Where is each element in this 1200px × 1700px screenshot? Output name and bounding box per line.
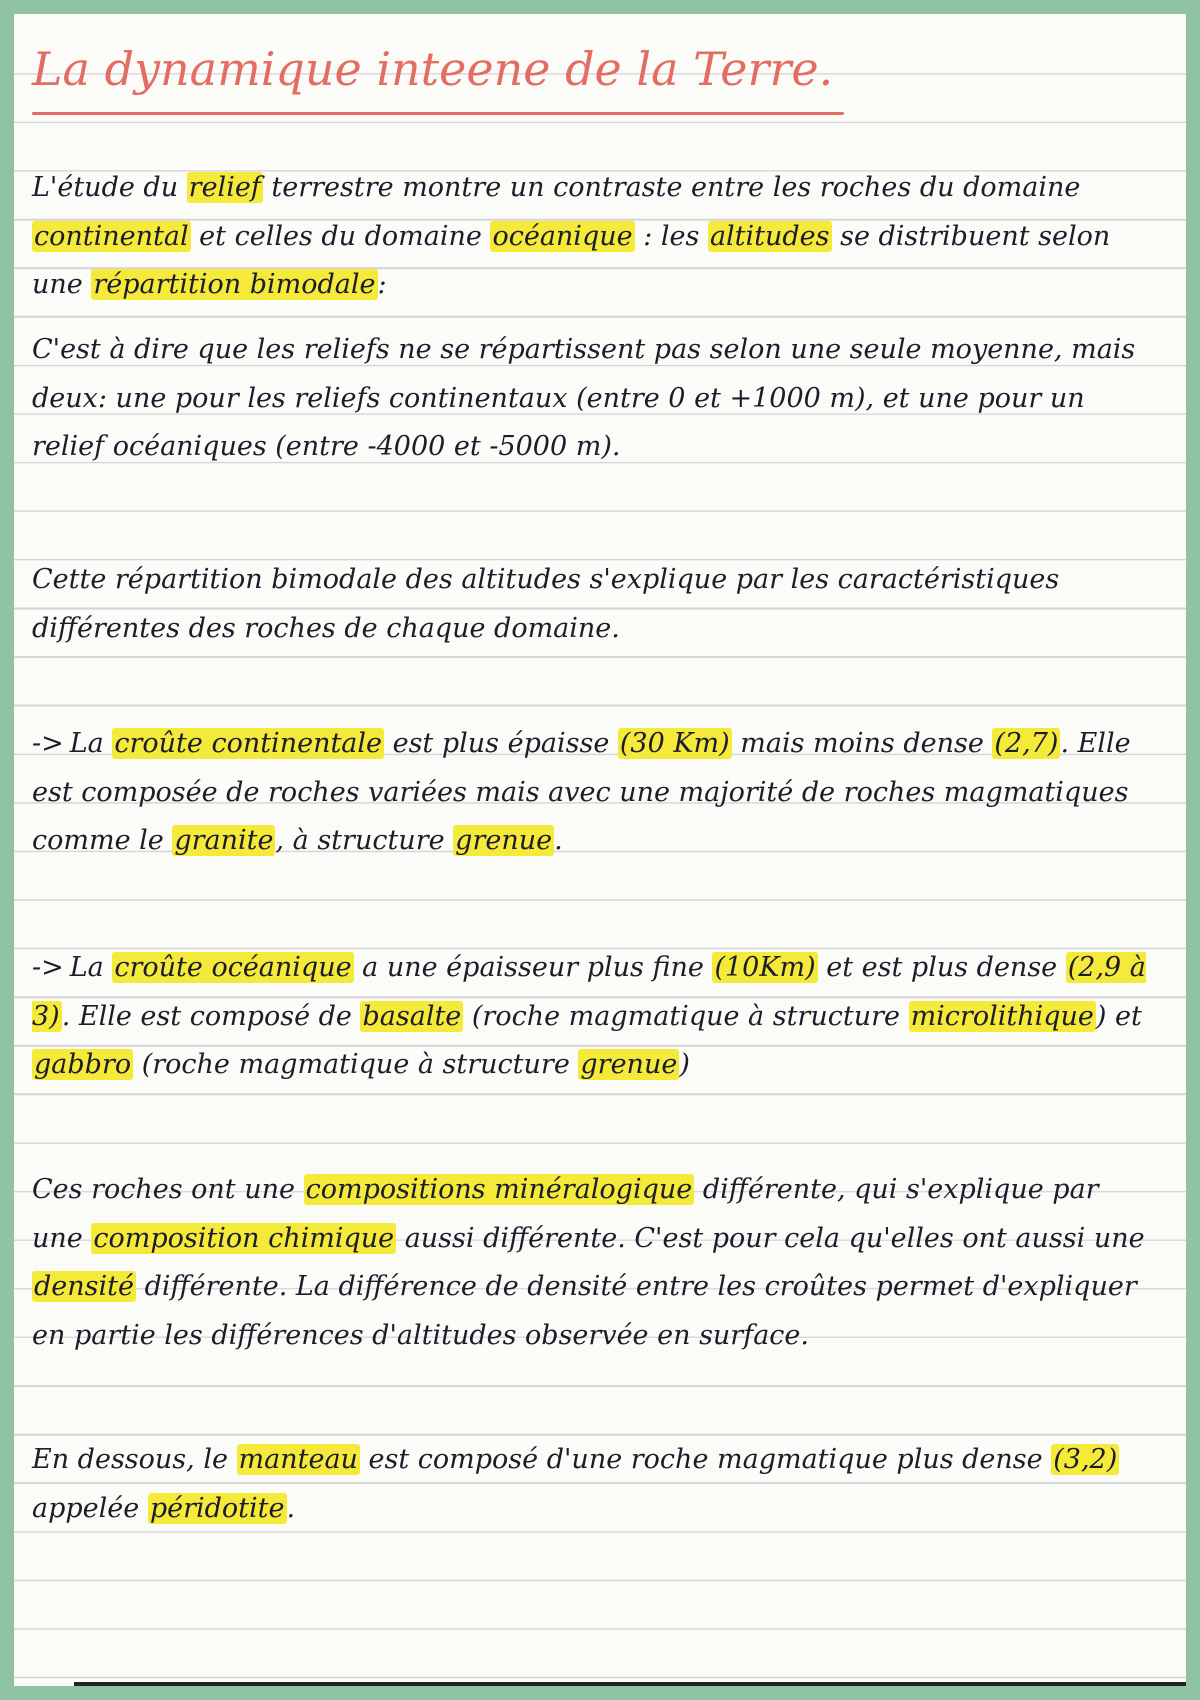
highlight-relief: relief	[188, 172, 261, 203]
text: La	[69, 952, 113, 983]
text: ) et	[1095, 1000, 1142, 1032]
text: , à structure	[275, 825, 454, 857]
text: :	[377, 269, 387, 301]
text: (roche magmatique à structure	[463, 1000, 909, 1032]
highlight-peridotite: péridotite	[149, 1492, 285, 1524]
highlight-densite: densité	[34, 1271, 134, 1303]
paragraph-composition	[32, 1166, 1152, 1360]
highlight-densite: (3,2)	[1053, 1444, 1118, 1475]
highlight-manteau: manteau	[238, 1444, 358, 1475]
highlight-continental: continental	[34, 220, 189, 252]
highlight-composition-chimique: composition chimique	[93, 1222, 395, 1254]
highlight-croute-oceanique: croûte océanique	[114, 952, 352, 983]
text: .	[554, 825, 563, 857]
text: différente. La différence de densité entre les croûtes permet d'expliquer en partie les différences d'altitudes observée en surface.	[32, 1271, 1137, 1351]
highlight-composition-mineralogique: compositions minéralogique	[305, 1174, 693, 1205]
paragraph-manteau	[32, 1436, 1152, 1533]
text: : les	[634, 220, 708, 252]
text: (roche magmatique à structure	[133, 1049, 579, 1081]
highlight-grenue: grenue	[580, 1049, 678, 1081]
highlight-densite: (2,7)	[994, 728, 1059, 759]
paragraph-croute-oceanique	[32, 944, 1152, 1090]
highlight-granite: granite	[174, 825, 274, 857]
text: terrestre montre un contraste entre les roches du domaine	[262, 172, 1081, 203]
highlight-oceanique: océanique	[492, 220, 633, 252]
text: aussi différente. C'est pour cela qu'elles ont aussi une	[396, 1222, 1145, 1254]
paragraph-croute-continentale	[32, 720, 1152, 866]
text: La	[69, 728, 113, 759]
highlight-epaisseur: (30 Km)	[619, 728, 730, 759]
paragraph-explanation-moyennes: C'est à dire que les reliefs ne se répartissent pas selon une seule moyenne, mais deux: une pour les reliefs continentaux (entre 0 et +1000 m), et une pour un relief océaniques (entre -4000 et -5000 m).	[32, 334, 1136, 463]
page-bottom-edge	[74, 1682, 1186, 1686]
highlight-densite: (2,9 à 3)	[32, 952, 1146, 1032]
text: et est plus dense	[817, 952, 1066, 983]
text: L'étude du	[32, 172, 187, 203]
highlight-epaisseur: (10Km)	[714, 952, 816, 983]
page-title: La dynamique inteene de la Terre.	[32, 42, 834, 96]
text: mais moins dense	[731, 728, 993, 759]
text: se distribuent selon une	[32, 220, 1111, 301]
text: .	[286, 1492, 296, 1524]
notebook-page	[14, 14, 1186, 1686]
text: et celles du domaine	[190, 220, 491, 252]
text: . Elle est composé de	[61, 1000, 361, 1032]
text: est plus épaisse	[384, 728, 618, 759]
text: a une épaisseur plus fine	[353, 952, 713, 983]
arrow-icon: ->	[32, 952, 64, 983]
text: différente, qui s'explique par une	[32, 1174, 1099, 1254]
highlight-altitudes: altitudes	[709, 220, 830, 252]
highlight-grenue: grenue	[455, 825, 553, 857]
text: )	[679, 1049, 690, 1081]
paragraph-caracteristiques: Cette répartition bimodale des altitudes s'explique par les caractéristiques différentes des roches de chaque domaine.	[32, 564, 1060, 644]
title-underline	[32, 112, 844, 115]
highlight-microlithique: microlithique	[910, 1000, 1094, 1032]
highlight-croute-continentale: croûte continentale	[114, 728, 383, 759]
paragraph-relief	[32, 164, 1152, 310]
text: Ces roches ont une	[32, 1174, 304, 1205]
text: appelée	[32, 1492, 148, 1524]
highlight-repartition-bimodale: répartition bimodale	[93, 269, 376, 301]
highlight-gabbro: gabbro	[34, 1049, 132, 1081]
text: . Elle est composée de roches variées mais avec une majorité de roches magmatiques comme le	[32, 728, 1131, 857]
arrow-icon: ->	[32, 728, 64, 759]
highlight-basalte: basalte	[362, 1000, 462, 1032]
text: est composé d'une roche magmatique plus dense	[359, 1444, 1052, 1475]
text: En dessous, le	[32, 1444, 237, 1475]
